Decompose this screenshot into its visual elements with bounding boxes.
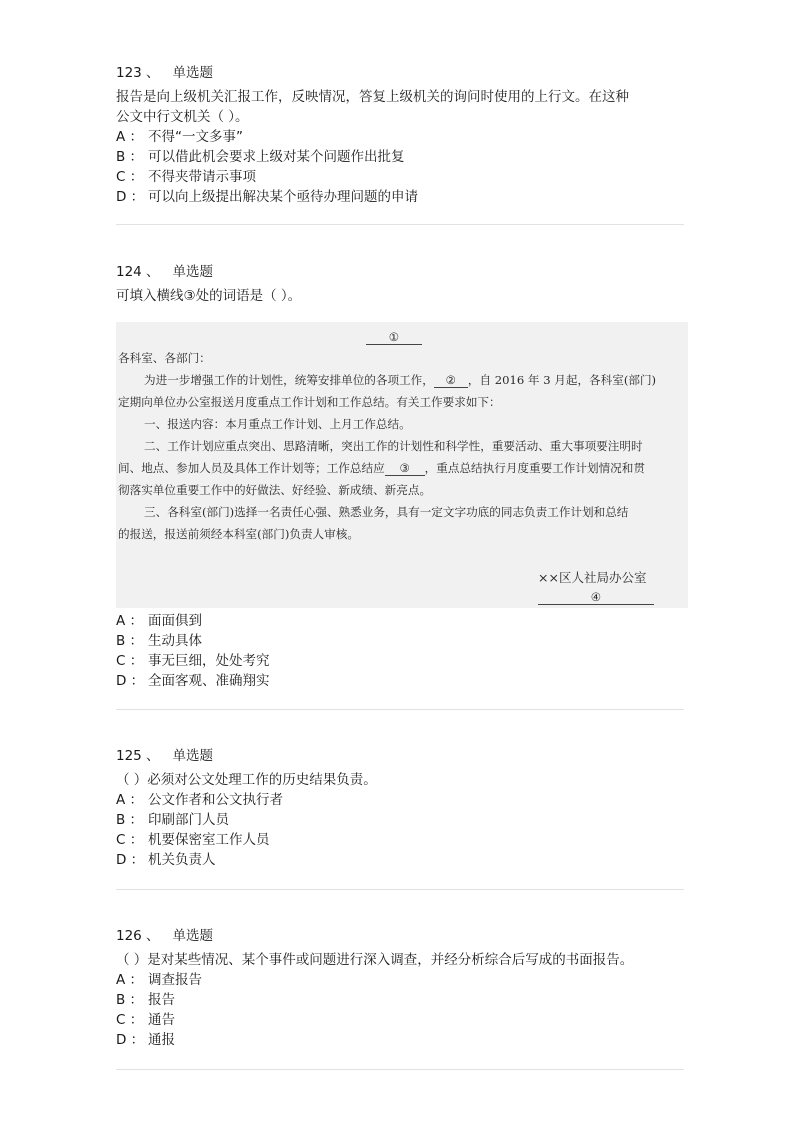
option-b[interactable]: B ： 印刷部门人员 [116,812,229,828]
question-number: 124 、 [116,264,160,280]
option-d[interactable]: D ： 通报 [116,1032,175,1048]
option-b[interactable]: B ： 报告 [116,992,175,1008]
divider [116,709,684,710]
question-124 [116,262,686,306]
question-header [116,63,686,83]
notice-line: 二、工作计划应重点突出、思路清晰，突出工作的计划性和科学性，重要活动、重大事项要注明时 [144,439,643,453]
question-type: 单选题 [172,264,213,280]
question-stem: （ ）必须对公文处理工作的历史结果负责。 [116,772,377,788]
question-number: 125 、 [116,748,160,764]
question-header [116,746,686,766]
question-type: 单选题 [172,928,213,944]
question-number: 126 、 [116,928,160,944]
question-stem: 可填入横线③处的词语是（ ）。 [116,288,302,304]
notice-image [116,322,688,608]
question-header [116,262,686,282]
question-header [116,926,686,946]
option-c[interactable]: C ： 不得夹带请示事项 [116,169,256,185]
question-stem: （ ）是对某些情况、某个事件或问题进行深入调查，并经分析综合后写成的书面报告。 [116,952,634,968]
question-stem-cont: 公文中行文机关（ ）。 [116,109,249,125]
blank-4: ④ [538,590,654,605]
option-c[interactable]: C ： 事无巨细，处处考究 [116,653,270,669]
notice-line: 三、各科室(部门)选择一名责任心强、熟悉业务，具有一定文字功底的同志负责工作计划和总结 [144,505,629,519]
question-number: 123 、 [116,65,160,81]
blank-1: ① [366,330,422,345]
option-c[interactable]: C ： 通告 [116,1012,175,1028]
question-123 [116,63,686,207]
notice-line: 间、地点、参加人员及具体工作计划等；工作总结应 ③ ，重点总结执行月度重要工作计划情况和贯 [118,461,645,475]
divider [116,1069,684,1070]
option-a[interactable]: A ： 面面俱到 [116,613,202,629]
divider [116,224,684,225]
notice-line: 的报送，报送前须经本科室(部门)负责人审核。 [118,527,359,541]
option-d[interactable]: D ： 全面客观、准确翔实 [116,673,270,689]
option-d[interactable]: D ： 可以向上级提出解决某个亟待办理问题的申请 [116,189,418,205]
question-type: 单选题 [172,748,213,764]
option-a[interactable]: A ： 调查报告 [116,972,202,988]
notice-signature: ××区人社局办公室 [538,570,647,585]
notice-salutation: 各科室、各部门： [118,351,211,365]
notice-line: 彻落实单位重要工作中的好做法、好经验、新成绩、新亮点。 [118,483,432,497]
question-type: 单选题 [172,65,213,81]
question-124-options [116,611,686,691]
option-b[interactable]: B ： 可以借此机会要求上级对某个问题作出批复 [116,149,405,165]
option-a[interactable]: A ： 公文作者和公文执行者 [116,792,283,808]
option-a[interactable]: A ： 不得“一文多事” [116,129,243,145]
option-b[interactable]: B ： 生动具体 [116,633,202,649]
question-125 [116,746,686,870]
option-d[interactable]: D ： 机关负责人 [116,852,216,868]
notice-line: 一、报送内容：本月重点工作计划、上月工作总结。 [144,417,411,431]
question-stem: 报告是向上级机关汇报工作，反映情况，答复上级机关的询问时使用的上行文。在这种 [116,89,629,105]
option-c[interactable]: C ： 机要保密室工作人员 [116,832,270,848]
question-126 [116,926,686,1050]
notice-line: 为进一步增强工作的计划性，统筹安排单位的各项工作， ② ，自 2016 年 3 月起，各科室(部门) [144,373,657,387]
divider [116,889,684,890]
notice-line: 定期向单位办公室报送月度重点工作计划和工作总结。有关工作要求如下： [118,395,501,409]
